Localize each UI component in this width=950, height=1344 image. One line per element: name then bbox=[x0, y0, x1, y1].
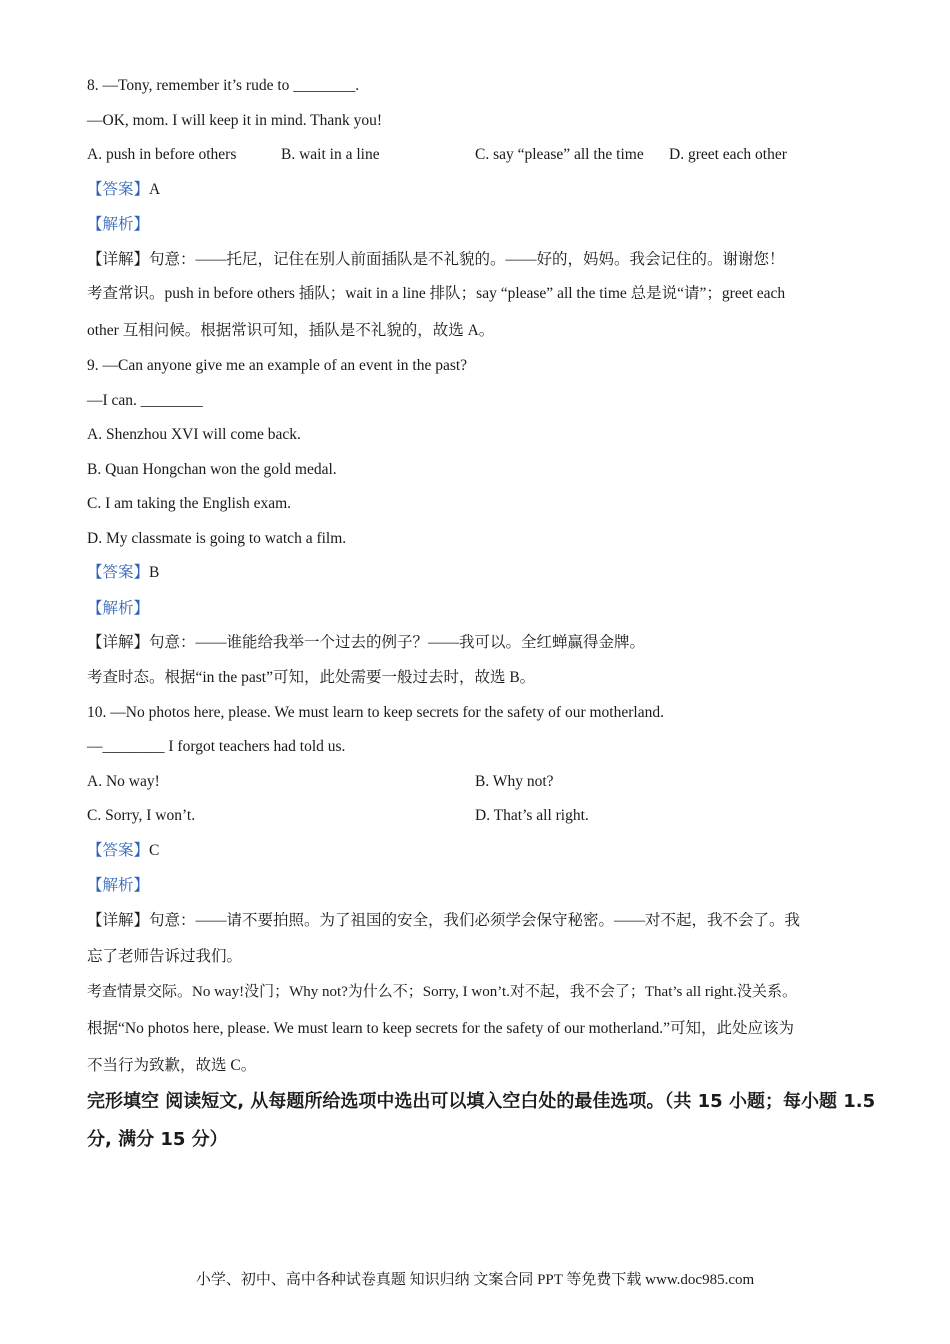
q8-option-b: B. wait in a line bbox=[281, 146, 380, 163]
answer-tag: 【答案】 bbox=[87, 564, 150, 581]
page-footer: 小学、初中、高中各种试卷真题 知识归纳 文案合同 PPT 等免费下载 www.doc985.com bbox=[195, 1272, 755, 1288]
q10-detail-1: 句意：——请不要拍照。为了祖国的安全，我们必须学会保守秘密。——对不起，我不会了。我 bbox=[149, 912, 801, 929]
analysis-tag: 【解析】 bbox=[87, 600, 150, 617]
q10-option-b: B. Why not? bbox=[475, 773, 554, 790]
q9-option-b: B. Quan Hongchan won the gold medal. bbox=[87, 461, 337, 478]
q10-reply: —________ I forgot teachers had told us. bbox=[87, 738, 346, 755]
q9-analysis-line bbox=[87, 599, 149, 619]
q8-option-d: D. greet each other bbox=[669, 146, 787, 163]
q8-option-a: A. push in before others bbox=[87, 146, 237, 163]
q8-detail-3: other 互相问候。根据常识可知，插队是不礼貌的，故选 A。 bbox=[87, 322, 495, 339]
q8-stem: 8. —Tony, remember it’s rude to ________. bbox=[87, 77, 360, 94]
section-heading: 完形填空 阅读短文, 从每题所给选项中选出可以填入空白处的最佳选项。（共 15 小题；每小题 1.5 分, 满分 15 分） bbox=[87, 1091, 876, 1150]
q9-reply: —I can. ________ bbox=[87, 392, 203, 409]
q10-detail-4: 根据“No photos here, please. We must learn to keep secrets for the safety of our motherland.”可知，此处应该为 bbox=[87, 1020, 794, 1037]
q9-answer-line bbox=[87, 563, 159, 583]
q9-answer: B bbox=[149, 564, 160, 581]
q9-detail-line-1 bbox=[87, 633, 645, 653]
q10-detail-3: 考查情景交际。No way!没门；Why not?为什么不；Sorry, I won’t.对不起，我不会了；That’s all right.没关系。 bbox=[87, 984, 797, 1000]
q8-reply: —OK, mom. I will keep it in mind. Thank you! bbox=[87, 112, 383, 129]
detail-tag: 【详解】 bbox=[87, 912, 150, 929]
q9-stem: 9. —Can anyone give me an example of an event in the past? bbox=[87, 357, 468, 374]
answer-tag: 【答案】 bbox=[87, 181, 150, 198]
q10-detail-5: 不当行为致歉，故选 C。 bbox=[87, 1057, 257, 1074]
q8-detail-1: 句意：——托尼，记住在别人前面插队是不礼貌的。——好的，妈妈。我会记住的。谢谢您！ bbox=[149, 251, 785, 268]
q10-analysis-line bbox=[87, 876, 149, 896]
q9-option-a: A. Shenzhou XVI will come back. bbox=[87, 426, 301, 443]
q10-answer: C bbox=[149, 842, 160, 859]
q8-analysis-line bbox=[87, 215, 149, 235]
q8-answer-line bbox=[87, 180, 160, 200]
q8-detail-2: 考查常识。push in before others 插队；wait in a line 排队；say “please” all the time 总是说“请”；greet each bbox=[87, 285, 786, 302]
q9-detail-2: 考查时态。根据“in the past”可知，此处需要一般过去时，故选 B。 bbox=[87, 669, 536, 686]
q8-detail-line-1 bbox=[87, 250, 785, 270]
q10-option-d: D. That’s all right. bbox=[475, 807, 589, 824]
detail-tag: 【详解】 bbox=[87, 251, 150, 268]
q8-answer: A bbox=[149, 181, 161, 198]
q10-detail-line-1 bbox=[87, 911, 800, 931]
analysis-tag: 【解析】 bbox=[87, 216, 150, 233]
q10-option-a: A. No way! bbox=[87, 773, 160, 790]
q10-option-c: C. Sorry, I won’t. bbox=[87, 807, 196, 824]
detail-tag: 【详解】 bbox=[87, 634, 150, 651]
q9-detail-1: 句意：——谁能给我举一个过去的例子？——我可以。全红蝉赢得金牌。 bbox=[149, 634, 646, 651]
q9-option-c: C. I am taking the English exam. bbox=[87, 495, 292, 512]
q8-option-c: C. say “please” all the time bbox=[475, 146, 644, 163]
q10-detail-2: 忘了老师告诉过我们。 bbox=[87, 948, 243, 965]
answer-tag: 【答案】 bbox=[87, 842, 150, 859]
q10-stem: 10. —No photos here, please. We must learn to keep secrets for the safety of our motherland. bbox=[87, 704, 664, 721]
analysis-tag: 【解析】 bbox=[87, 877, 150, 894]
q10-answer-line bbox=[87, 841, 159, 861]
q9-option-d: D. My classmate is going to watch a film. bbox=[87, 530, 347, 547]
